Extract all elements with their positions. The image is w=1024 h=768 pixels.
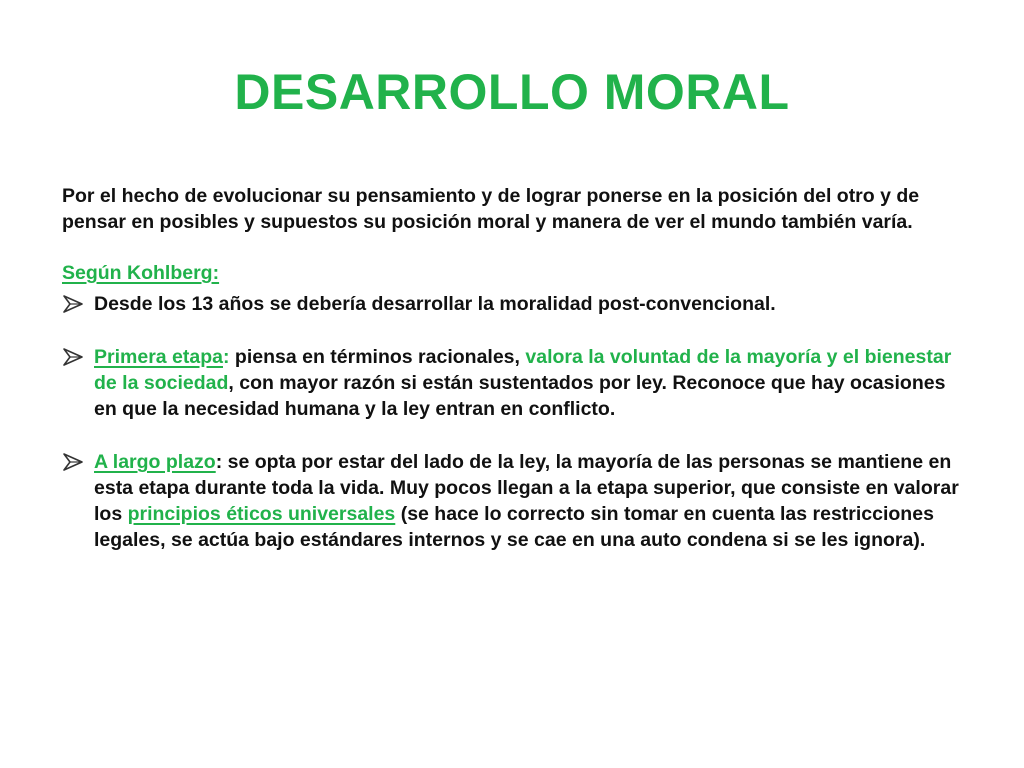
bullet-2-colon: : bbox=[223, 346, 230, 368]
bullet-3-highlight: principios éticos universales bbox=[127, 503, 396, 525]
bullet-2-part2: , con mayor razón si están sustentados por ley. Reconoce que hay ocasiones en que la necesidad humana y la ley entran en conflicto. bbox=[94, 372, 946, 420]
bullet-3-part1: : se opta por estar del lado de la ley, la mayoría de las personas se mantiene en esta etapa durante toda la vida. Muy pocos llegan a la etapa superior, que consiste en valorar los bbox=[94, 451, 959, 525]
intro-paragraph: Por el hecho de evolucionar su pensamiento y de lograr ponerse en la posición del otro y de pensar en posibles y supuestos su posición moral y manera de ver el mundo también varía. bbox=[62, 185, 920, 233]
arrowhead-bullet-icon bbox=[62, 294, 84, 314]
bullet-item-3 bbox=[62, 449, 962, 553]
bullet-2-part1: piensa en términos racionales, bbox=[229, 346, 526, 368]
bullet-item-1 bbox=[62, 291, 962, 317]
slide-body bbox=[62, 183, 962, 553]
subheading: Según Kohlberg: bbox=[62, 262, 220, 284]
bullet-2-term: Primera etapa bbox=[94, 346, 223, 368]
bullet-item-2 bbox=[62, 344, 962, 422]
arrowhead-bullet-icon bbox=[62, 452, 84, 472]
bullet-3-term: A largo plazo bbox=[94, 451, 216, 473]
slide-title: DESARROLLO MORAL bbox=[234, 64, 790, 120]
arrowhead-bullet-icon bbox=[62, 347, 84, 367]
bullet-3-part2: (se hace lo correcto sin tomar en cuenta las restricciones legales, se actúa bajo estándares internos y se cae en una auto condena si se les ignora). bbox=[94, 503, 934, 551]
bullet-2-highlight: valora la voluntad de la mayoría y el bienestar de la sociedad bbox=[94, 346, 952, 394]
bullet-1-text: Desde los 13 años se debería desarrollar la moralidad post-convencional. bbox=[94, 293, 776, 315]
